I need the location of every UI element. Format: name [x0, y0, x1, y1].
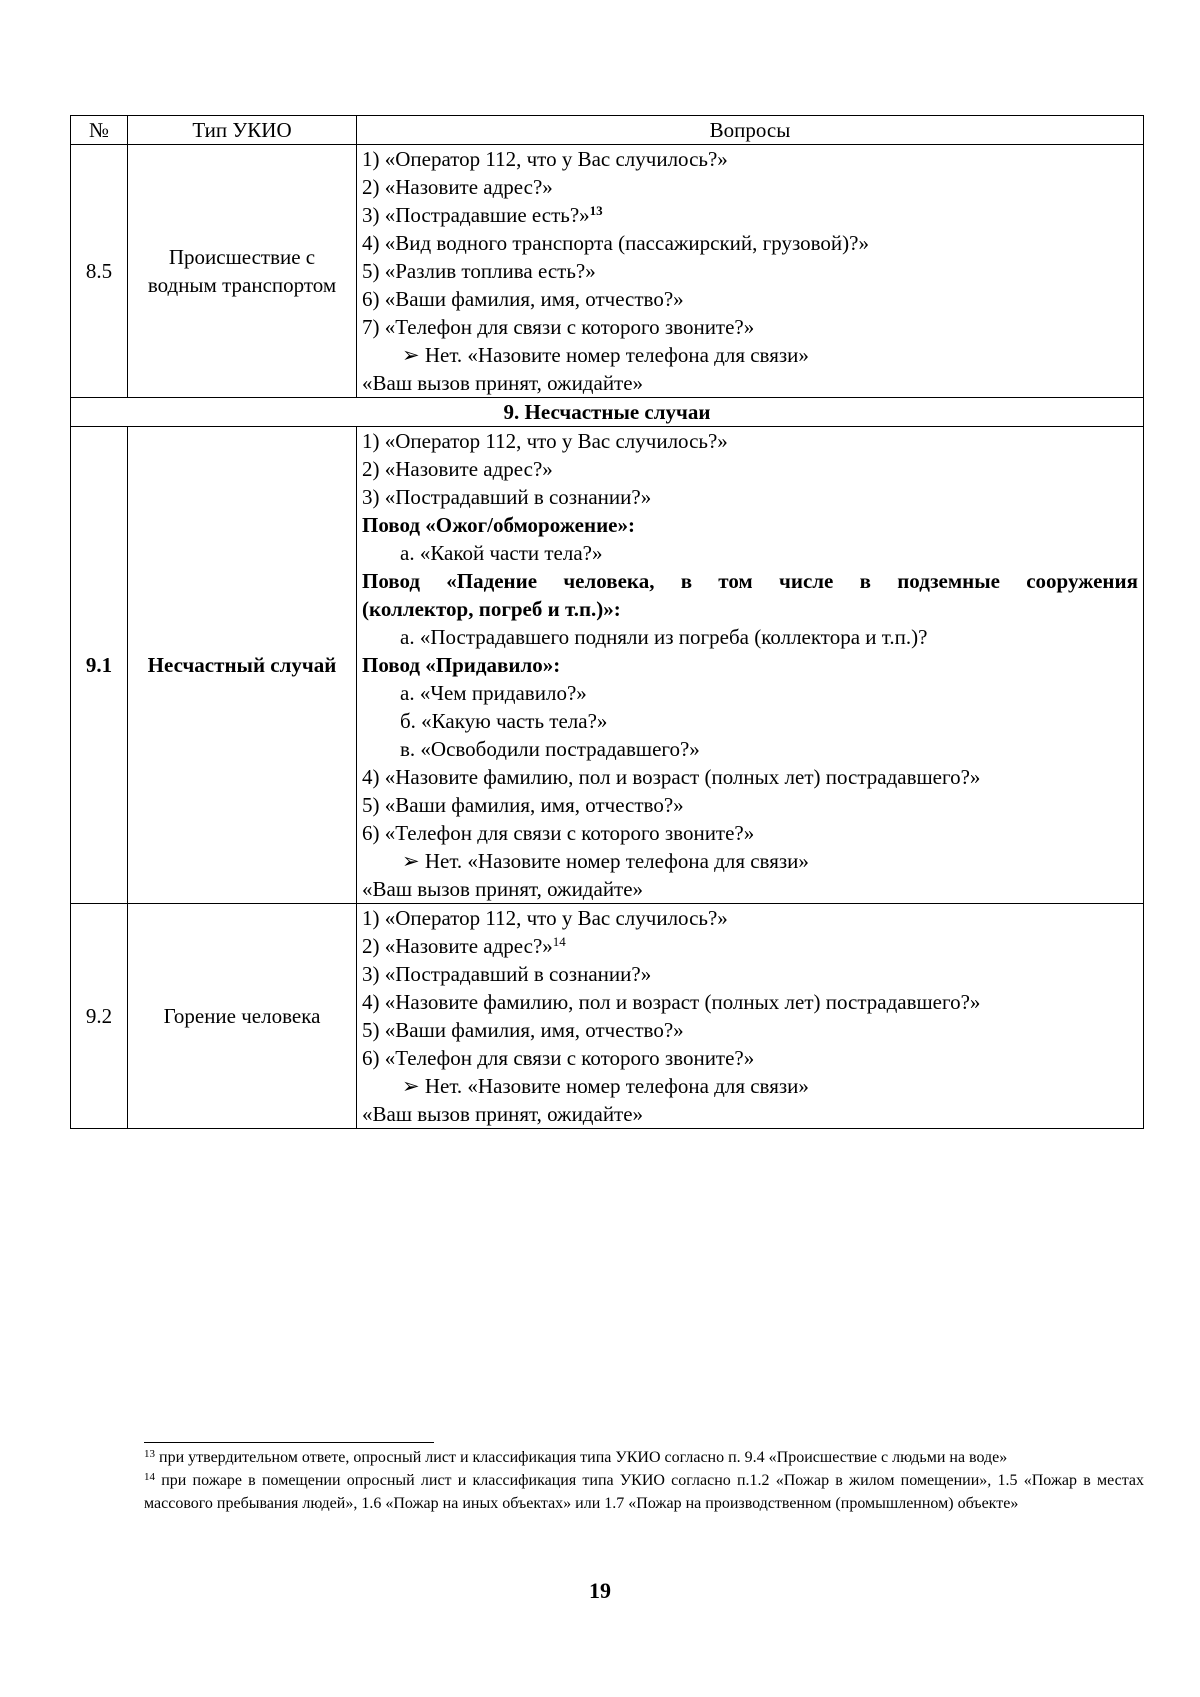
- sub-question: в. «Освободили пострадавшего?»: [400, 737, 700, 761]
- question-line: 2) «Назовите адрес?»: [362, 175, 553, 199]
- page-number: 19: [589, 1578, 611, 1603]
- question-line: 5) «Ваши фамилия, имя, отчество?»: [362, 793, 684, 817]
- footnote-divider: [144, 1442, 434, 1443]
- question-line: 1) «Оператор 112, что у Вас случилось?»: [362, 429, 728, 453]
- question-line: 4) «Назовите фамилию, пол и возраст (полных лет) пострадавшего?»: [362, 990, 981, 1014]
- header-number: №: [71, 116, 128, 145]
- question-line: 6) «Ваши фамилия, имя, отчество?»: [362, 287, 684, 311]
- table-row: [71, 904, 1144, 1129]
- row-type: Несчастный случай: [128, 427, 357, 904]
- reason-heading: Повод «Придавило»:: [362, 653, 561, 677]
- question-line: 4) «Назовите фамилию, пол и возраст (полных лет) пострадавшего?»: [362, 765, 981, 789]
- row-type: Горение человека: [128, 904, 357, 1129]
- footnote-mark: 13: [144, 1448, 155, 1460]
- footnote: [144, 1446, 1144, 1469]
- table-header-row: [71, 116, 1144, 145]
- reason-heading-continued: (коллектор, погреб и т.п.)»:: [362, 597, 621, 621]
- sub-question: а. «Пострадавшего подняли из погреба (коллектора и т.п.)?: [400, 625, 928, 649]
- row-number: 8.5: [71, 145, 128, 398]
- row-questions: [357, 145, 1144, 398]
- header-questions: Вопросы: [357, 116, 1144, 145]
- question-line: 3) «Пострадавший в сознании?»: [362, 485, 652, 509]
- row-number: 9.2: [71, 904, 128, 1129]
- row-number: 9.1: [71, 427, 128, 904]
- footnote-text: при пожаре в помещении опросный лист и классификация типа УКИО согласно п.1.2 «Пожар в жилом помещении», 1.5 «Пожар в местах массового пребывания людей», 1.6 «Пожар на иных объектах» или 1.7 «Пожар на производственном (промышленном) объекте»: [144, 1472, 1144, 1512]
- closing-line: «Ваш вызов принят, ожидайте»: [362, 877, 644, 901]
- footnote-mark: 14: [144, 1471, 155, 1483]
- row-type: Происшествие с водным транспортом: [128, 145, 357, 398]
- sub-question: б. «Какую часть тела?»: [400, 709, 608, 733]
- closing-line: «Ваш вызов принят, ожидайте»: [362, 371, 644, 395]
- question-line: 1) «Оператор 112, что у Вас случилось?»: [362, 906, 728, 930]
- question-line: 7) «Телефон для связи с которого звоните?»: [362, 315, 755, 339]
- table-row: [71, 145, 1144, 398]
- sub-question: а. «Чем придавило?»: [400, 681, 587, 705]
- footnotes: [144, 1446, 1144, 1515]
- question-line: 2) «Назовите адрес?»$^{14}$: [362, 934, 566, 958]
- no-branch-line: ➢ Нет. «Назовите номер телефона для связи»: [402, 849, 809, 873]
- no-branch-line: ➢ Нет. «Назовите номер телефона для связи»: [402, 343, 809, 367]
- reason-heading: Повод «Ожог/обморожение»:: [362, 513, 635, 537]
- question-line: 3) «Пострадавшие есть?»$^{13}$: [362, 203, 603, 227]
- section-heading: 9. Несчастные случаи: [71, 398, 1144, 427]
- section-heading-row: [71, 398, 1144, 427]
- question-line: 6) «Телефон для связи с которого звоните?»: [362, 1046, 755, 1070]
- table-row: [71, 427, 1144, 904]
- header-type: Тип УКИО: [128, 116, 357, 145]
- reason-heading: Повод «Падение человека, в том числе в подземные сооружения: [362, 569, 1138, 593]
- question-line: 6) «Телефон для связи с которого звоните?»: [362, 821, 755, 845]
- sub-question: а. «Какой части тела?»: [400, 541, 603, 565]
- question-line: 4) «Вид водного транспорта (пассажирский, грузовой)?»: [362, 231, 869, 255]
- closing-line: «Ваш вызов принят, ожидайте»: [362, 1102, 644, 1126]
- footnote-text: при утвердительном ответе, опросный лист и классификация типа УКИО согласно п. 9.4 «Происшествие с людьми на воде»: [155, 1449, 1008, 1466]
- no-branch-line: ➢ Нет. «Назовите номер телефона для связи»: [402, 1074, 809, 1098]
- question-line: 2) «Назовите адрес?»: [362, 457, 553, 481]
- footnote: [144, 1469, 1144, 1515]
- footnote-ref: 14: [552, 934, 566, 949]
- question-line: 1) «Оператор 112, что у Вас случилось?»: [362, 147, 728, 171]
- question-line: 5) «Ваши фамилия, имя, отчество?»: [362, 1018, 684, 1042]
- row-questions: [357, 427, 1144, 904]
- questionnaire-table: [70, 115, 1144, 1129]
- row-questions: [357, 904, 1144, 1129]
- question-line: 5) «Разлив топлива есть?»: [362, 259, 596, 283]
- question-line: 3) «Пострадавший в сознании?»: [362, 962, 652, 986]
- footnote-ref: 13: [589, 203, 603, 218]
